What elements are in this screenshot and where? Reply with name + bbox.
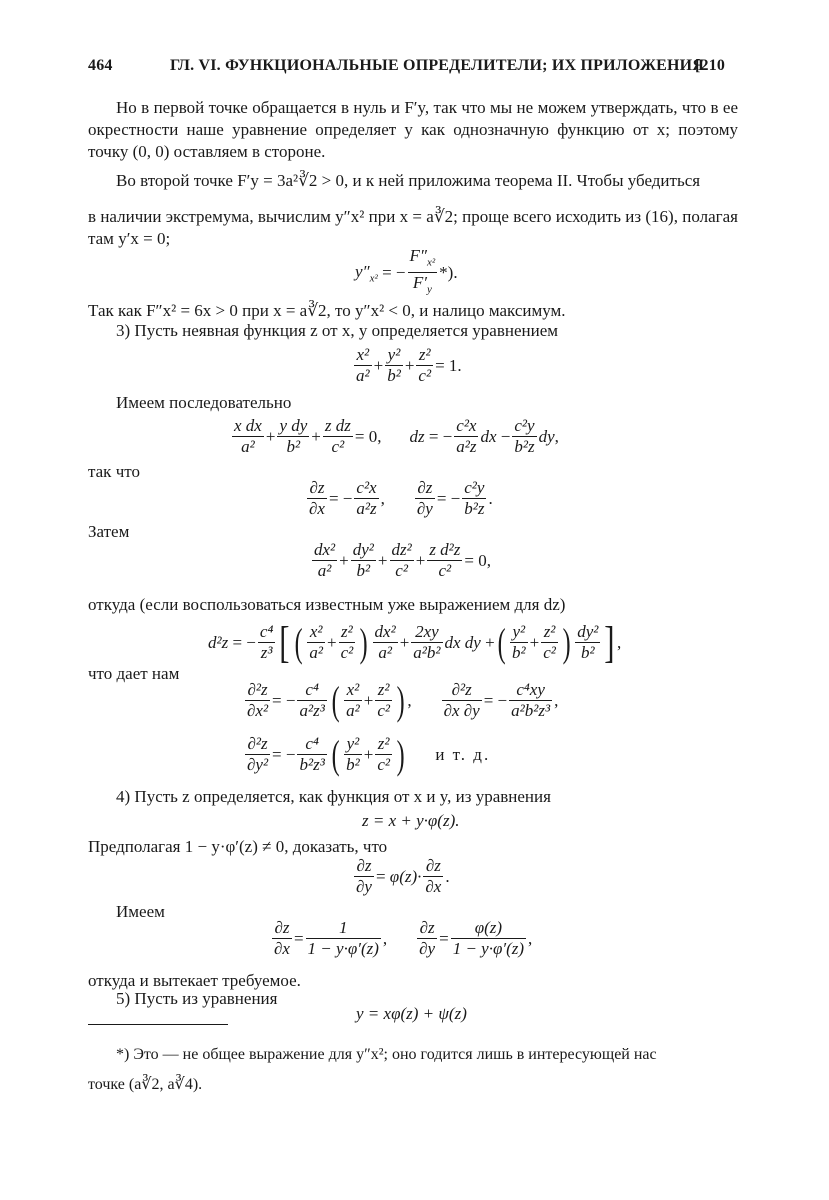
equation-1: $y''_{x^2}$ = − $F''_{x^2}$ $F'_y$ *). bbox=[355, 246, 458, 296]
paragraph-1: Но в первой точке обращается в нуль и F′y, так что мы не можем утверждать, что в ее окрестности наше уравнение определяет y как однозначную функцию от x; поэтому точку (0, 0) оставляем в стороне. bbox=[88, 98, 738, 161]
equation-9: z = x + y·φ(z). bbox=[362, 811, 460, 830]
equation-7: ∂²z ∂x² = − c⁴ a²z³ ( x² a² + z² c² ) , ∂²z ∂x ∂y = − c⁴xy a²b²z³ , bbox=[247, 677, 559, 723]
running-title: ГЛ. VI. ФУНКЦИОНАЛЬНЫЕ ОПРЕДЕЛИТЕЛИ; ИХ ПРИЛОЖЕНИЯ bbox=[170, 57, 705, 74]
equation-3: x dx a² + y dy b² + z dz c² = 0, dz = − c²x a²z dx − c²y b²z dy , bbox=[234, 416, 559, 456]
whence-label: откуда (если воспользоваться известным уже выражением для dz) bbox=[88, 595, 566, 614]
item-3: 3) Пусть неявная функция z от x, y определяется уравнением bbox=[116, 321, 559, 340]
so-that-label: так что bbox=[88, 462, 140, 481]
equation-4: ∂z ∂x = − c²x a²z , ∂z ∂y = − c²y b²z . bbox=[309, 478, 493, 518]
footnote-a: *) Это — не общее выражение для y″x²; оно годится лишь в интересующей нас bbox=[116, 1046, 657, 1063]
assuming-label: Предполагая 1 − y·φ′(z) ≠ 0, доказать, что bbox=[88, 837, 388, 856]
equation-5: dx² a² + dy² b² + dz² c² + z d²z c² = 0, bbox=[314, 540, 491, 580]
paragraph-2b: в наличии экстремума, вычислим y″x² при x = a∛2; проще всего исходить из (16), полагая там y′x = 0; bbox=[88, 207, 738, 248]
item-5: 5) Пусть из уравнения bbox=[116, 989, 278, 1008]
equation-11: ∂z ∂x = 1 1 − y·φ′(z) , ∂z ∂y = φ(z) 1 − y·φ′(z) , bbox=[274, 918, 533, 958]
page-number: 464 bbox=[88, 57, 113, 74]
which-gives-label: что дает нам bbox=[88, 664, 180, 683]
footnote-b: точке (a∛2, a∛4). bbox=[88, 1076, 203, 1093]
sequentially-label: Имеем последовательно bbox=[116, 393, 292, 412]
equation-6: d²z = − c⁴ z³ [ ( x² a² + z² c² ) dx² a² + 2xy a²b² dx dy + ( y² b² + z² c² ) dy² b² ] , bbox=[208, 617, 622, 667]
we-have-label: Имеем bbox=[116, 902, 165, 921]
then-label: Затем bbox=[88, 522, 130, 541]
equation-8: ∂²z ∂y² = − c⁴ b²z³ ( y² b² + z² c² ) и т. д. bbox=[247, 731, 491, 777]
paragraph-3: Так как F″x² = 6x > 0 при x = a∛2, то y″x² < 0, и налицо максимум. bbox=[88, 301, 566, 320]
equation-2: x² a² + y² b² + z² c² = 1. bbox=[356, 345, 462, 385]
section-number: [210 bbox=[695, 57, 726, 74]
footnote-rule bbox=[88, 1024, 228, 1025]
result-label: откуда и вытекает требуемое. bbox=[88, 971, 301, 990]
equation-12: y = xφ(z) + ψ(z) bbox=[356, 1004, 467, 1023]
item-4: 4) Пусть z определяется, как функция от x и y, из уравнения bbox=[116, 787, 551, 806]
equation-10: ∂z ∂y = φ(z)· ∂z ∂x . bbox=[356, 856, 450, 896]
paragraph-2a: Во второй точке F′y = 3a²∛2 > 0, и к ней приложима теорема II. Чтобы убедиться bbox=[116, 171, 701, 190]
